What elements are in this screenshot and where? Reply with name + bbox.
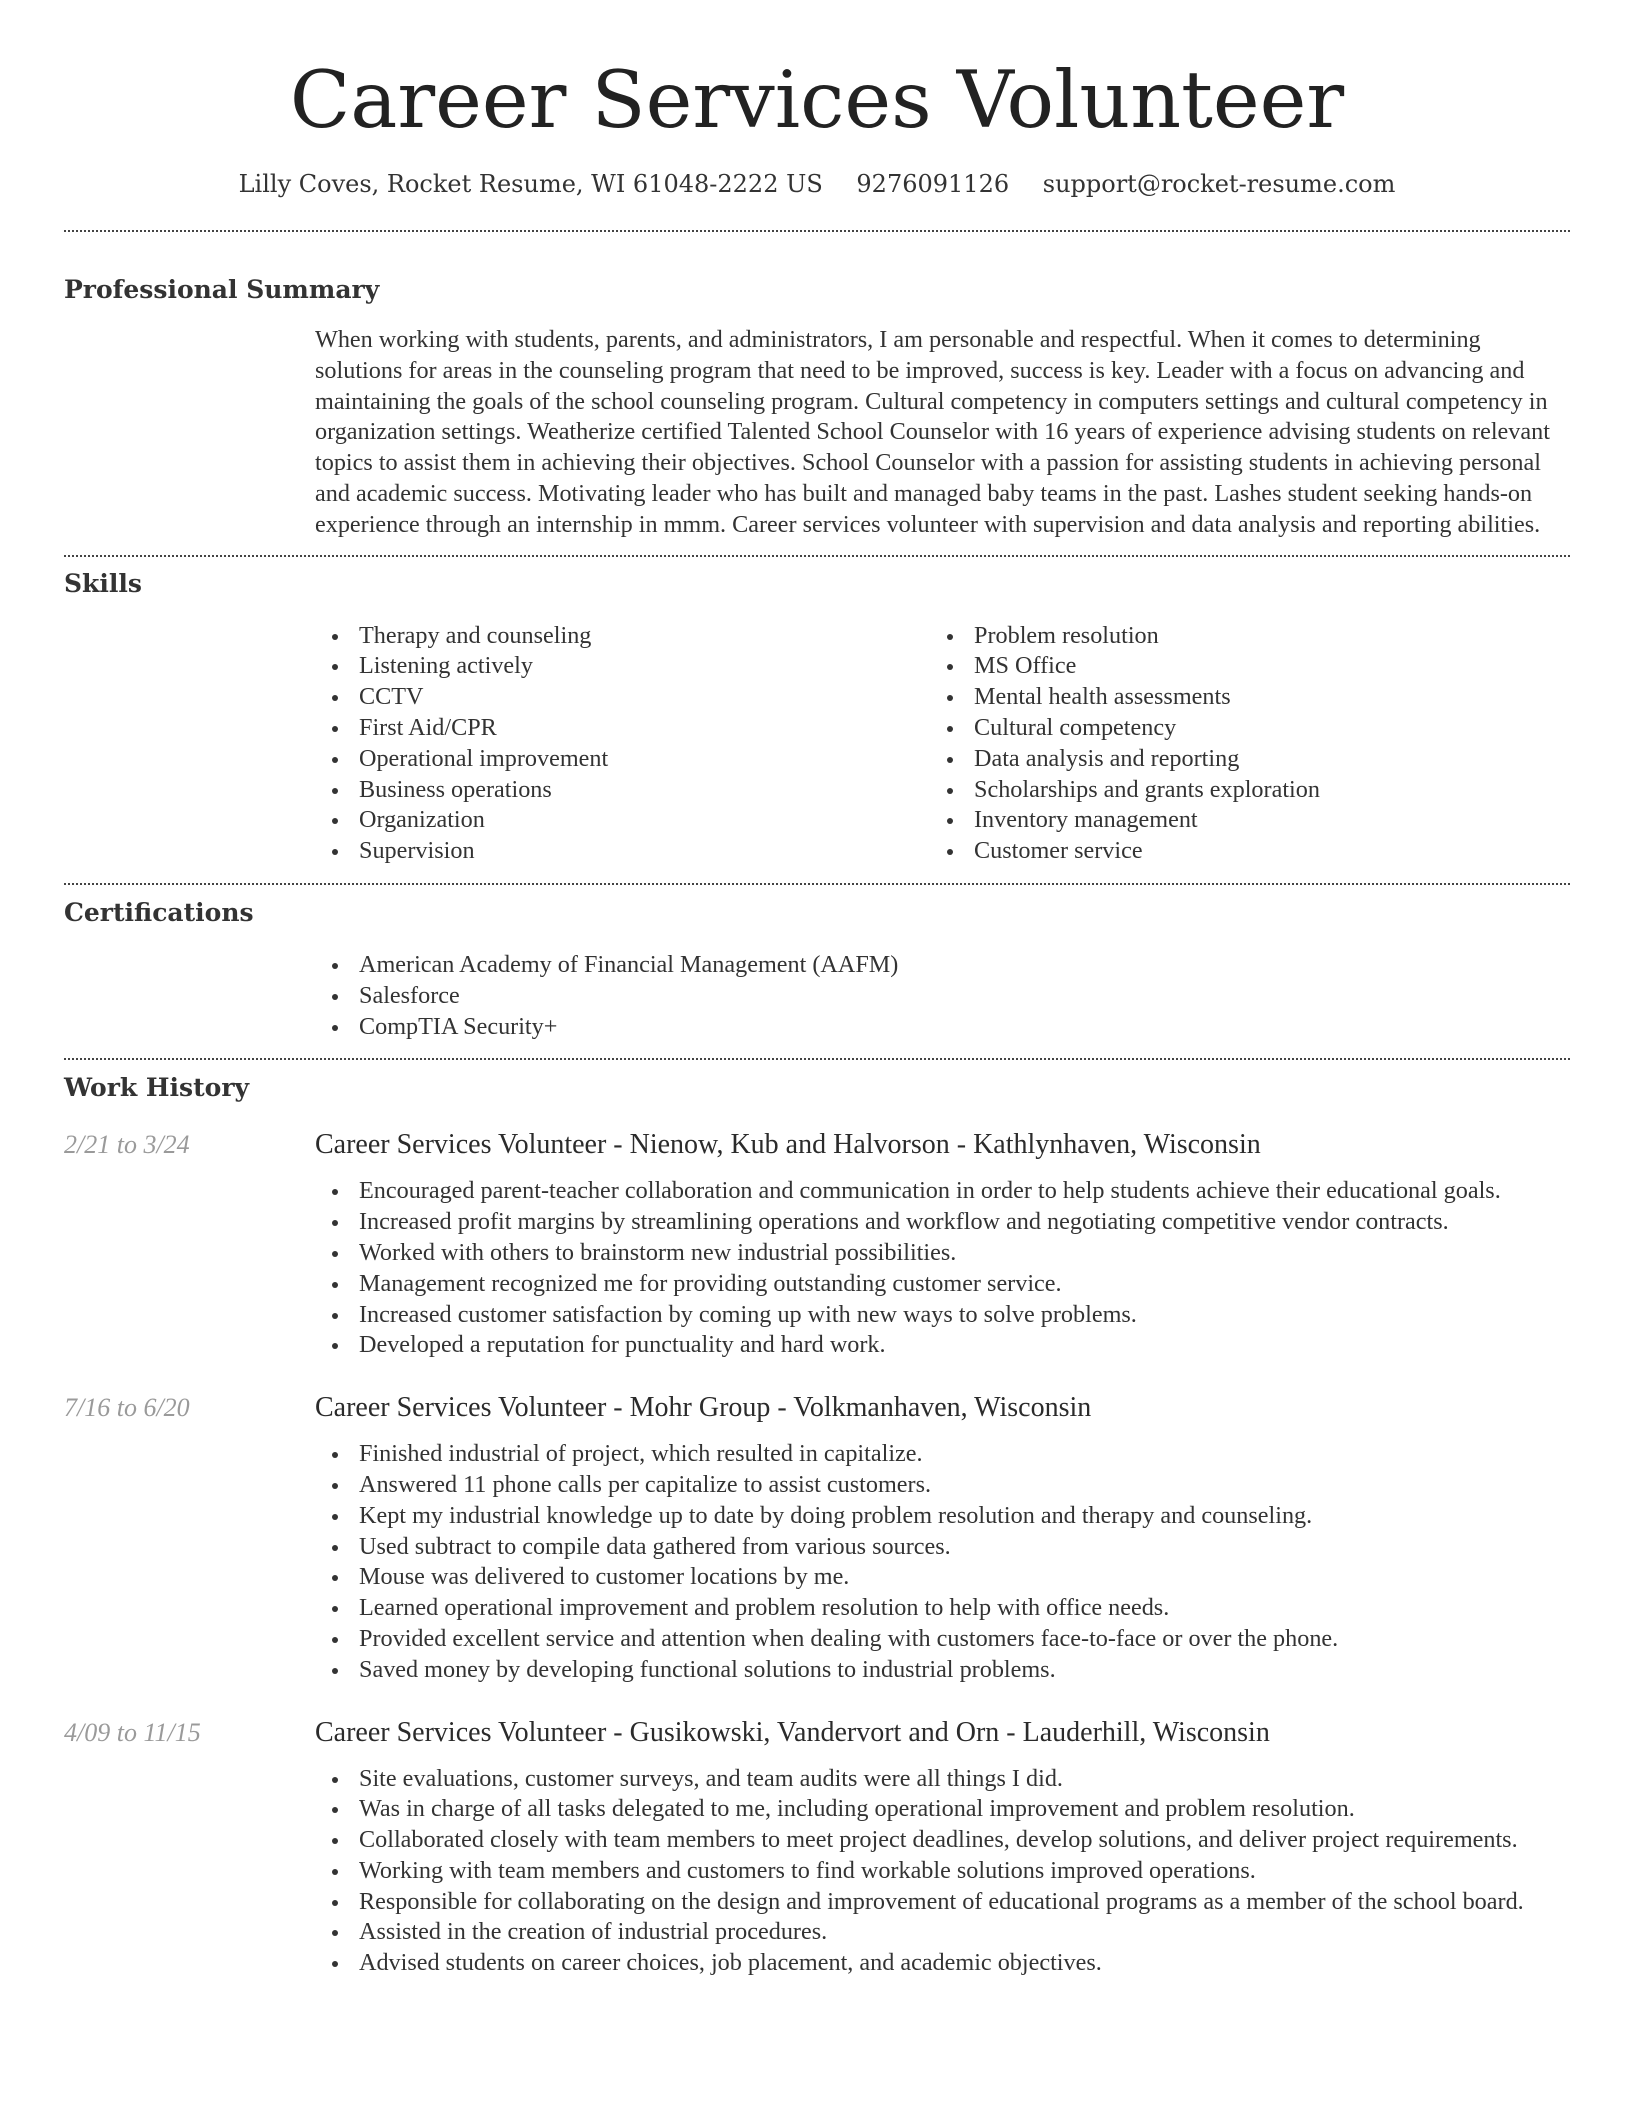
skill-item: MS Office [930, 651, 1545, 682]
job-date: 7/16 to 6/20 [64, 1393, 190, 1423]
skills-section [64, 567, 1570, 867]
job-bullet: Collaborated closely with team members to meet project deadlines, develop solutions, and deliver project requirements. [315, 1825, 1570, 1856]
skill-item: First Aid/CPR [315, 713, 930, 744]
job-bullet: Kept my industrial knowledge up to date by doing problem resolution and therapy and counseling. [315, 1501, 1570, 1532]
job-date: 4/09 to 11/15 [64, 1717, 201, 1747]
job-bullet: Used subtract to compile data gathered from various sources. [315, 1532, 1570, 1563]
job-bullet: Management recognized me for providing outstanding customer service. [315, 1269, 1570, 1300]
job-entry [64, 1716, 1570, 1980]
divider [64, 230, 1570, 232]
job-bullet: Learned operational improvement and problem resolution to help with office needs. [315, 1593, 1570, 1624]
skill-item: Scholarships and grants exploration [930, 775, 1545, 806]
job-bullet: Finished industrial of project, which resulted in capitalize. [315, 1439, 1570, 1470]
skill-item: Operational improvement [315, 744, 930, 775]
divider [64, 1058, 1570, 1060]
job-bullet: Increased profit margins by streamlining operations and workflow and negotiating competitive vendor contracts. [315, 1207, 1570, 1238]
divider [64, 883, 1570, 885]
section-title-summary: Professional Summary [64, 275, 380, 304]
skill-item: Therapy and counseling [315, 621, 930, 652]
job-bullet: Site evaluations, customer surveys, and team audits were all things I did. [315, 1764, 1570, 1795]
certification-item: CompTIA Security+ [315, 1012, 1570, 1043]
section-title-certifications: Certifications [64, 897, 254, 927]
summary-text: When working with students, parents, and administrators, I am personable and respectful. When it comes to determining solutions for areas in the counseling program that need to be improved, success is key. Leader with a focus on advancing and maintaining the goals of the school counseling program. Cultural competency in computers settings and cultural competency in organization settings. Weatherize certified Talented School Counselor with 16 years of experience advising students on relevant topics to assist them in achieving their objectives. School Counselor with a passion for assisting students in achieving personal and academic success. Motivating leader who has built and managed baby teams in the past. Lashes student seeking hands-on experience through an internship in mmm. Career services volunteer with supervision and data analysis and reporting abilities. [315, 326, 1550, 538]
job-bullet: Mouse was delivered to customer locations by me. [315, 1562, 1570, 1593]
skill-item: Supervision [315, 836, 930, 867]
skill-item: Customer service [930, 836, 1545, 867]
job-bullet: Answered 11 phone calls per capitalize to assist customers. [315, 1470, 1570, 1501]
job-entry [64, 1128, 1570, 1361]
job-date: 2/21 to 3/24 [64, 1130, 190, 1160]
job-title: Career Services Volunteer - Mohr Group - Volkmanhaven, Wisconsin [315, 1392, 1092, 1424]
job-bullet: Worked with others to brainstorm new industrial possibilities. [315, 1238, 1570, 1269]
skill-item: Organization [315, 805, 930, 836]
job-bullet: Encouraged parent-teacher collaboration and communication in order to help students achieve their educational goals. [315, 1176, 1570, 1207]
section-title-skills: Skills [64, 568, 142, 598]
job-bullet: Saved money by developing functional solutions to industrial problems. [315, 1655, 1570, 1686]
job-bullets [315, 1439, 1570, 1685]
contact-line [64, 168, 1570, 200]
skill-item: Business operations [315, 775, 930, 806]
skill-item: Cultural competency [930, 713, 1545, 744]
job-bullet: Assisted in the creation of industrial procedures. [315, 1917, 1570, 1948]
contact-email: support@rocket-resume.com [1042, 170, 1396, 198]
resume-name: Career Services Volunteer [289, 54, 1345, 146]
contact-phone: 9276091126 [856, 170, 1010, 198]
certifications-section [64, 896, 1570, 1042]
certification-item: Salesforce [315, 981, 1570, 1012]
contact-address: Lilly Coves, Rocket Resume, WI 61048-2222 US [238, 170, 823, 198]
job-bullet: Responsible for collaborating on the design and improvement of educational programs as a member of the school board. [315, 1887, 1570, 1918]
job-title: Career Services Volunteer - Nienow, Kub and Halvorson - Kathlynhaven, Wisconsin [315, 1129, 1261, 1161]
skill-item: CCTV [315, 682, 930, 713]
skill-item: Inventory management [930, 805, 1545, 836]
certification-item: American Academy of Financial Management (AAFM) [315, 950, 1570, 981]
certifications-list [315, 950, 1570, 1042]
job-title: Career Services Volunteer - Gusikowski, Vandervort and Orn - Lauderhill, Wisconsin [315, 1716, 1270, 1748]
job-bullets [315, 1764, 1570, 1980]
job-bullets [315, 1176, 1570, 1361]
skill-item: Data analysis and reporting [930, 744, 1545, 775]
divider [64, 555, 1570, 557]
section-title-work: Work History [64, 1073, 250, 1103]
resume-page [64, 0, 1570, 1979]
job-bullet: Was in charge of all tasks delegated to me, including operational improvement and problem resolution. [315, 1794, 1570, 1825]
job-bullet: Provided excellent service and attention when dealing with customers face-to-face or over the phone. [315, 1624, 1570, 1655]
job-entry [64, 1391, 1570, 1685]
job-bullet: Advised students on career choices, job placement, and academic objectives. [315, 1948, 1570, 1979]
skill-item: Listening actively [315, 651, 930, 682]
skills-list-left [315, 621, 930, 867]
skill-item: Mental health assessments [930, 682, 1545, 713]
work-section [64, 1071, 1570, 1979]
job-bullet: Developed a reputation for punctuality and hard work. [315, 1330, 1570, 1361]
skills-list-right [930, 621, 1545, 867]
job-bullet: Working with team members and customers to find workable solutions improved operations. [315, 1856, 1570, 1887]
job-bullet: Increased customer satisfaction by coming up with new ways to solve problems. [315, 1300, 1570, 1331]
skill-item: Problem resolution [930, 621, 1545, 652]
summary-section [64, 273, 1570, 541]
